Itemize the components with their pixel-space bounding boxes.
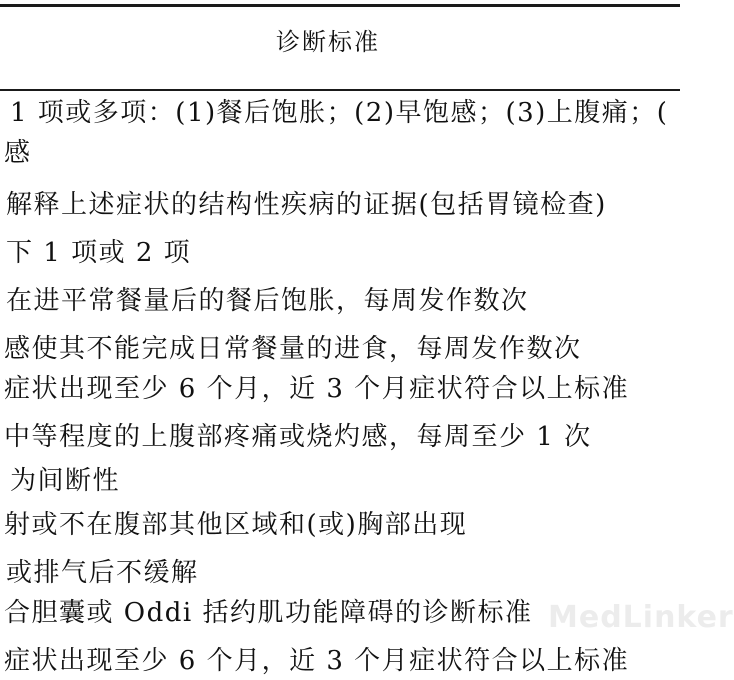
criteria-line-1: 1 项或多项：(1)餐后饱胀；(2)早饱感；(3)上腹痛；( bbox=[10, 98, 669, 128]
criteria-line-10: 射或不在腹部其他区域和(或)胸部出现 bbox=[4, 510, 468, 540]
table-header-label: 诊断标准 bbox=[276, 28, 380, 56]
criteria-line-8: 中等程度的上腹部疼痛或烧灼感，每周至少 1 次 bbox=[4, 422, 592, 452]
criteria-line-7: 症状出现至少 6 个月，近 3 个月症状符合以上标准 bbox=[4, 374, 630, 404]
table-header-rule bbox=[0, 89, 680, 91]
criteria-line-11: 或排气后不缓解 bbox=[6, 558, 199, 588]
criteria-line-4: 下 1 项或 2 项 bbox=[6, 238, 192, 268]
table-header bbox=[0, 22, 680, 57]
criteria-line-12: 合胆囊或 Oddi 括约肌功能障碍的诊断标准 bbox=[4, 598, 533, 628]
criteria-line-9: 为间断性 bbox=[10, 466, 121, 496]
watermark: MedLinker bbox=[548, 600, 734, 635]
criteria-line-6: 感使其不能完成日常餐量的进食，每周发作数次 bbox=[4, 334, 582, 364]
criteria-line-5: 在进平常餐量后的餐后饱胀，每周发作数次 bbox=[6, 286, 529, 316]
criteria-line-13: 症状出现至少 6 个月，近 3 个月症状符合以上标准 bbox=[4, 646, 630, 676]
criteria-line-2: 感 bbox=[4, 138, 32, 168]
table-top-rule bbox=[0, 4, 680, 7]
criteria-line-3: 解释上述症状的结构性疾病的证据(包括胃镜检查) bbox=[6, 190, 607, 220]
